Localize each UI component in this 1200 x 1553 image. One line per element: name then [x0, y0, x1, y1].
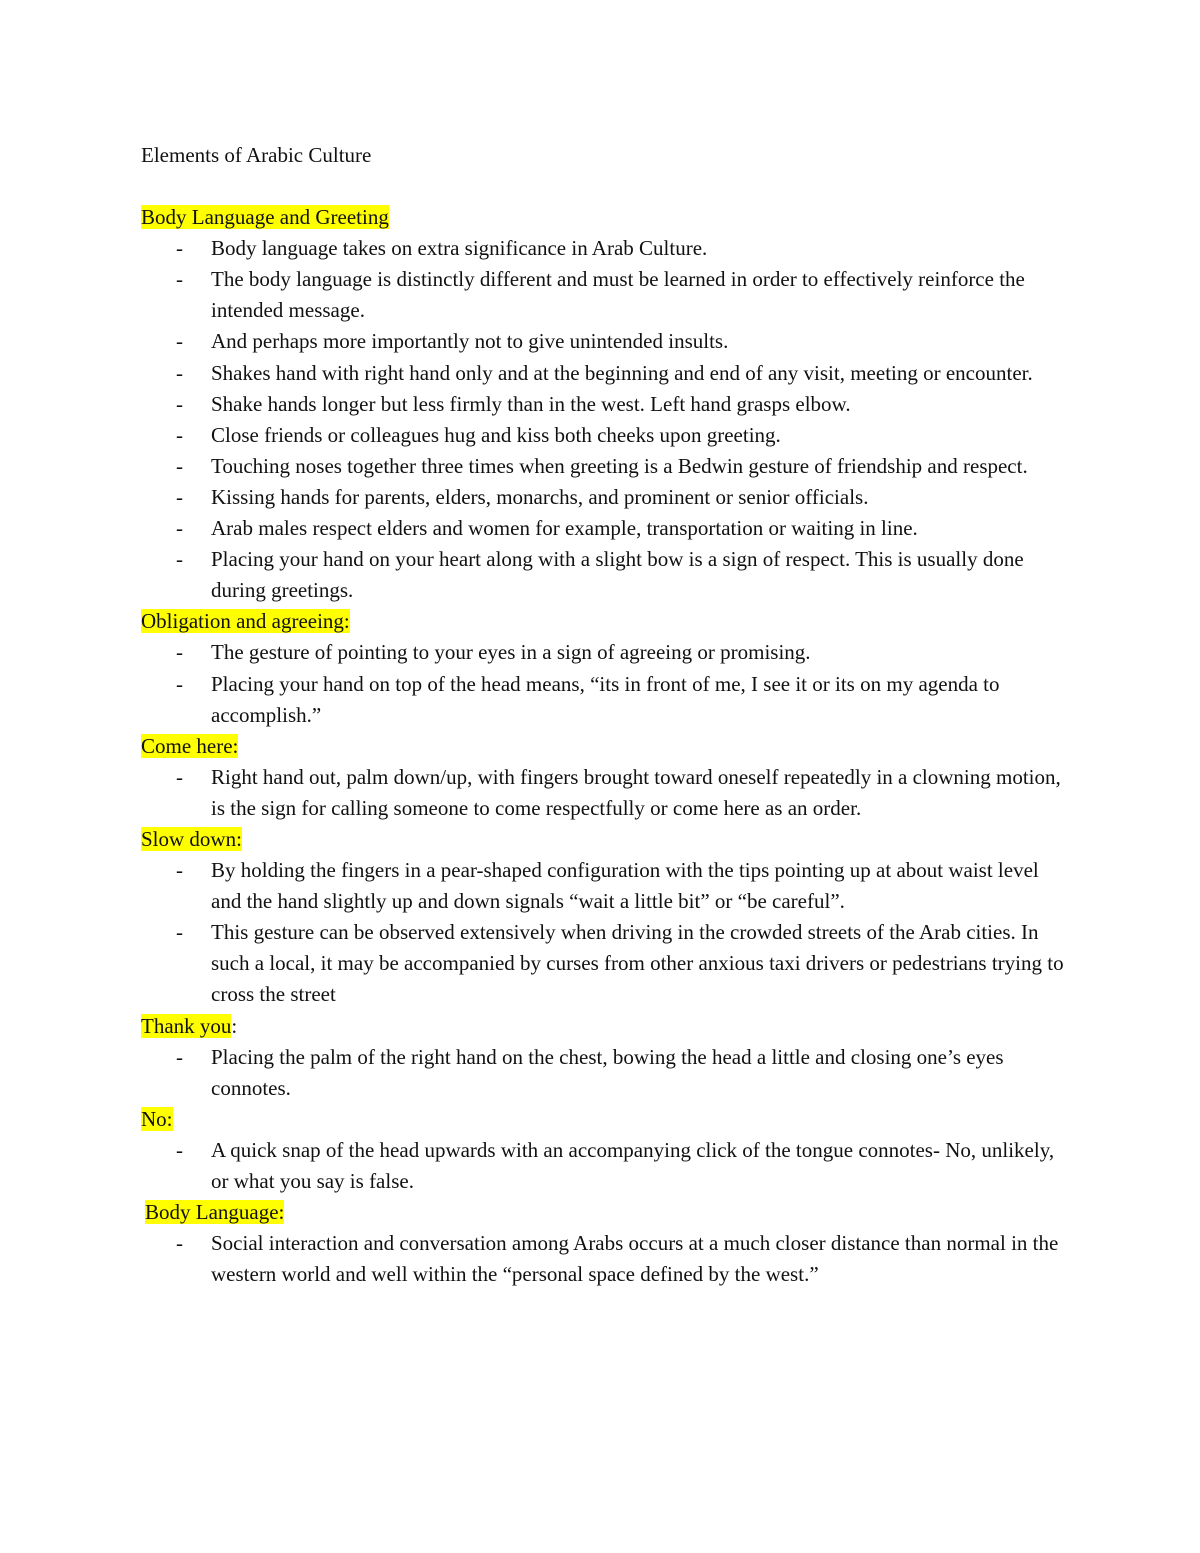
- section-heading-thank-you: [141, 1011, 1071, 1042]
- list-item: - Placing the palm of the right hand on the chest, bowing the head a little and closing one’s eyes connotes.: [141, 1042, 1071, 1104]
- document-title: Elements of Arabic Culture: [141, 143, 372, 167]
- bullet-list: [141, 1135, 1071, 1197]
- highlighted-heading-text: Thank you: [141, 1013, 232, 1038]
- highlighted-heading-text: No:: [141, 1106, 173, 1131]
- list-item: - This gesture can be observed extensively when driving in the crowded streets of the Arab cities. In such a local, it may be accompanied by curses from other anxious taxi drivers or pedestrians trying to cross the street: [141, 917, 1071, 1010]
- list-item: - Shake hands longer but less firmly than in the west. Left hand grasps elbow.: [141, 389, 1071, 420]
- list-item: - Placing your hand on your heart along with a slight bow is a sign of respect. This is usually done during greetings.: [141, 544, 1071, 606]
- highlighted-heading-text: Body Language and Greeting: [141, 205, 389, 230]
- list-item: - Close friends or colleagues hug and kiss both cheeks upon greeting.: [141, 420, 1071, 451]
- bullet-list: [141, 233, 1071, 606]
- list-item: - A quick snap of the head upwards with an accompanying click of the tongue connotes- No, unlikely, or what you say is false.: [141, 1135, 1071, 1197]
- bullet-list: [141, 637, 1071, 730]
- highlighted-heading-text: Body Language:: [145, 1200, 285, 1225]
- list-item: - Body language takes on extra significance in Arab Culture.: [141, 233, 1071, 264]
- list-item: - By holding the fingers in a pear-shaped configuration with the tips pointing up at about waist level and the hand slightly up and down signals “wait a little bit” or “be careful”.: [141, 855, 1071, 917]
- bullet-list: [141, 762, 1071, 824]
- list-item: - Placing your hand on top of the head means, “its in front of me, I see it or its on my agenda to accomplish.”: [141, 669, 1071, 731]
- bullet-list: [141, 1228, 1071, 1290]
- list-item: - Touching noses together three times when greeting is a Bedwin gesture of friendship and respect.: [141, 451, 1071, 482]
- section-heading-body-language-greeting: [141, 202, 1071, 233]
- highlighted-heading-text: Obligation and agreeing:: [141, 609, 350, 634]
- section-heading-no: [141, 1104, 1071, 1135]
- list-item: - Right hand out, palm down/up, with fingers brought toward oneself repeatedly in a clowning motion, is the sign for calling someone to come respectfully or come here as an order.: [141, 762, 1071, 824]
- list-item: - Arab males respect elders and women for example, transportation or waiting in line.: [141, 513, 1071, 544]
- list-item: - And perhaps more importantly not to give unintended insults.: [141, 326, 1071, 357]
- list-item: - Shakes hand with right hand only and at the beginning and end of any visit, meeting or encounter.: [141, 358, 1071, 389]
- document-page: [141, 140, 1071, 1290]
- bullet-list: [141, 1042, 1071, 1104]
- section-heading-body-language: [141, 1197, 1071, 1228]
- highlighted-heading-text: Slow down:: [141, 826, 242, 851]
- section-heading-slow-down: [141, 824, 1071, 855]
- heading-suffix: :: [231, 1013, 238, 1038]
- bullet-list: [141, 855, 1071, 1010]
- highlighted-heading-text: Come here:: [141, 733, 239, 758]
- list-item: - The body language is distinctly different and must be learned in order to effectively reinforce the intended message.: [141, 264, 1071, 326]
- section-heading-come-here: [141, 731, 1071, 762]
- list-item: - Kissing hands for parents, elders, monarchs, and prominent or senior officials.: [141, 482, 1071, 513]
- section-heading-obligation-agreeing: [141, 606, 1071, 637]
- list-item: - The gesture of pointing to your eyes in a sign of agreeing or promising.: [141, 637, 1071, 668]
- list-item: - Social interaction and conversation among Arabs occurs at a much closer distance than normal in the western world and well within the “personal space defined by the west.”: [141, 1228, 1071, 1290]
